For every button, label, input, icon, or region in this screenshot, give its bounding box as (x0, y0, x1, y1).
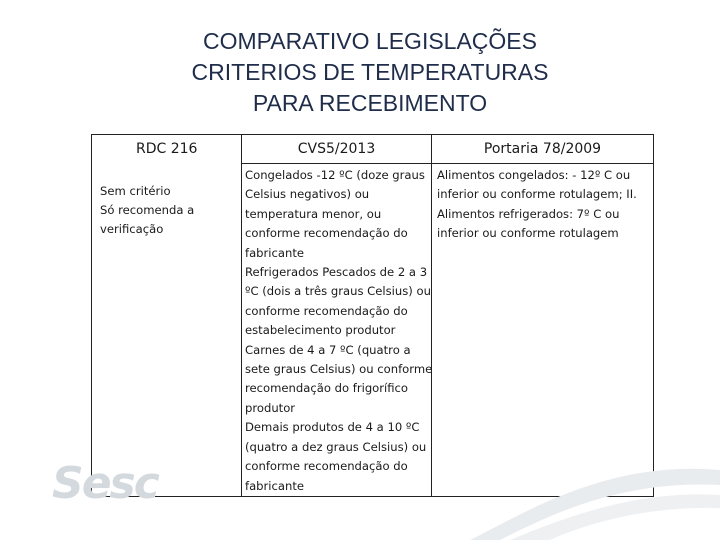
cell-line: recomendação do frigorífico (245, 381, 409, 396)
cell-line: Celsius negativos) ou (245, 187, 370, 202)
table-header-row (92, 135, 654, 164)
header-portaria78: Portaria 78/2009 (432, 135, 654, 164)
header-rdc216: RDC 216 (92, 135, 242, 164)
cell-line: estabelecimento produtor (245, 323, 396, 338)
sesc-logo: Sesc (52, 458, 158, 509)
cell-line: temperatura menor, ou (245, 206, 382, 221)
cell-line: fabricante (245, 478, 305, 493)
cell-line: conforme recomendação do (245, 459, 408, 474)
cell-line: fabricante (245, 245, 305, 260)
cell-line: Refrigerados Pescados de 2 a 3 (245, 265, 428, 280)
title-line-1: COMPARATIVO LEGISLAÇÕES (202, 28, 537, 54)
cell-line: Demais produtos de 4 a 10 ºC (245, 420, 420, 435)
cell-line: inferior ou conforme rotulagem (437, 226, 619, 241)
cell-line: inferior ou conforme rotulagem; II. (437, 187, 637, 202)
cell-cvs5 (242, 164, 432, 497)
header-cvs5: CVS5/2013 (242, 135, 432, 164)
title-line-3: PARA RECEBIMENTO (252, 90, 488, 116)
cell-line: Alimentos refrigerados: 7º C ou (437, 206, 620, 221)
cell-line: Só recomenda a (100, 202, 195, 217)
cell-line: Carnes de 4 a 7 ºC (quatro a (245, 342, 411, 357)
cell-line: verificação (100, 222, 164, 237)
cell-line: ºC (dois a três graus Celsius) ou (245, 284, 431, 299)
cell-line: Alimentos congelados: - 12º C ou (437, 168, 631, 182)
cell-line: Congelados -12 ºC (doze graus (245, 168, 425, 182)
cell-line: (quatro a dez graus Celsius) ou (245, 439, 427, 454)
cell-line: conforme recomendação do (245, 226, 408, 241)
decorative-swoosh (470, 400, 720, 540)
cell-line: sete graus Celsius) ou conforme (245, 362, 433, 377)
cell-line: conforme recomendação do (245, 303, 408, 318)
cell-line: produtor (245, 400, 296, 415)
cell-rdc216 (92, 164, 242, 497)
page-title (120, 26, 620, 119)
title-line-2: CRITERIOS DE TEMPERATURAS (191, 59, 549, 85)
cell-line: Sem critério (100, 183, 171, 198)
